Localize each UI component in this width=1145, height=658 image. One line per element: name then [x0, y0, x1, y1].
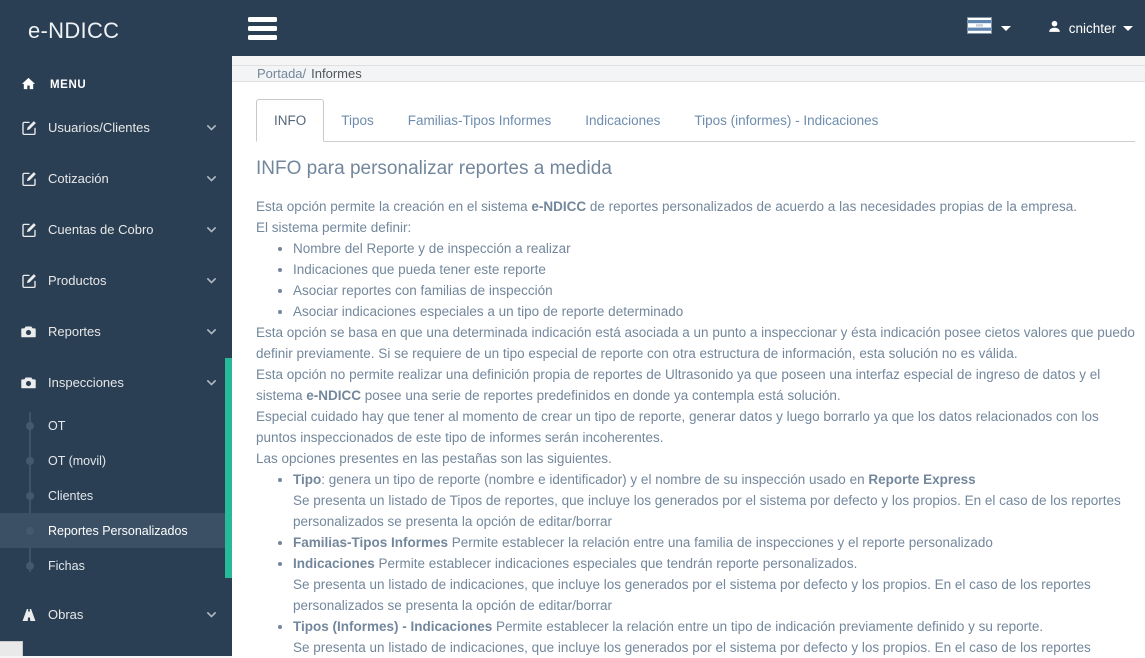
user-menu[interactable] [1047, 19, 1133, 37]
list-item: • Asociar reportes con familias de inspección [293, 280, 1135, 301]
list-item [293, 469, 1135, 532]
breadcrumb-current: Informes [311, 66, 362, 81]
chevron-down-icon [205, 121, 218, 134]
sidebar-item-label: Obras [48, 607, 84, 622]
sidebar-item-label: Reportes [48, 324, 101, 339]
text-line: Esta opción permite la creación en el sistema e-NDICC de reportes personalizados de acuerdo a las necesidades propias de la empresa. [256, 199, 1077, 214]
chevron-down-icon [205, 376, 218, 389]
breadcrumb-link-portada[interactable]: Portada/ [257, 66, 307, 81]
sidebar-subitem-clientes[interactable] [0, 478, 232, 513]
text-line: • Familias-Tipos Informes Permite establecer la relación entre una familia de inspecciones y el reporte personalizado [293, 535, 993, 550]
sidebar-subitem-fichas[interactable] [0, 548, 232, 583]
sidebar [0, 0, 232, 656]
inspecciones-submenu [0, 408, 232, 583]
text-line: Esta opción no permite realizar una definición propia de reportes de Ultrasonido ya que poseen una interfaz especial de ingreso de datos y el sistema e-NDICC posee una serie de reportes predefinidos en donde ya contempla está solución. [256, 367, 1101, 403]
language-flag-icon [967, 17, 992, 39]
list-item: • Asociar indicaciones especiales a un tipo de reporte determinado [293, 301, 1135, 322]
sidebar-scrollbar-thumb[interactable] [225, 358, 232, 578]
home-icon [20, 75, 37, 95]
text-line: • Indicaciones Permite establecer indicaciones especiales que tendrán reporte personalizados. [293, 556, 858, 571]
user-icon [1047, 19, 1062, 37]
subitem-label: Fichas [48, 558, 85, 573]
sidebar-item-inspecciones[interactable] [0, 357, 232, 408]
info-text [256, 196, 1135, 658]
sidebar-item-label: Cotización [48, 171, 109, 186]
main-column [232, 0, 1145, 656]
tab-tipos[interactable]: Tipos [341, 112, 374, 128]
text-line: Especial cuidado hay que tener al momento de crear un tipo de reporte, generar datos y luego borrarlo ya que los datos relacionados con los puntos inspeccionados de este tipo de informes serán incoherentes. [256, 409, 1099, 445]
sidebar-item-cotizacion[interactable] [0, 153, 232, 204]
camera-icon [20, 323, 38, 340]
list-item [293, 616, 1135, 658]
list-item [293, 553, 1135, 616]
chevron-down-icon [205, 274, 218, 287]
content-panel [232, 82, 1145, 658]
menu-header-label: MENU [50, 79, 87, 91]
text-line: Esta opción se basa en que una determinada indicación está asociada a un punto a inspeccionar y ésta indicación posee cietos valores que puedo definir previamente. Si se requiere de un tipo especial de reporte con otra estructura de información, esta solución no es válida. [256, 325, 1135, 361]
sidebar-item-label: Productos [48, 273, 107, 288]
topbar [232, 0, 1145, 56]
edit-icon [20, 272, 38, 290]
road-icon [20, 606, 38, 624]
sidebar-subitem-reportes-personalizados[interactable] [0, 513, 232, 548]
caret-down-icon [1123, 26, 1133, 31]
text-line: • Tipos (Informes) - Indicaciones Permite establecer la relación entre un tipo de indicación previamente definido y su reporte. [293, 619, 1044, 634]
list-item [293, 532, 1135, 553]
list-item: • Nombre del Reporte y de inspección a realizar [293, 238, 1135, 259]
sidebar-item-usuarios-clientes[interactable] [0, 102, 232, 153]
sidebar-item-reportes[interactable] [0, 306, 232, 357]
browser-status-stub [0, 641, 23, 656]
subitem-label: Clientes [48, 488, 94, 503]
edit-icon [20, 170, 38, 188]
sidebar-item-productos[interactable] [0, 255, 232, 306]
chevron-down-icon [205, 608, 218, 621]
sidebar-subitem-ot-movil[interactable] [0, 443, 232, 478]
tab-bar [256, 99, 1135, 142]
sidebar-item-label: Usuarios/Clientes [48, 120, 150, 135]
subitem-label: OT (movil) [48, 453, 107, 468]
sidebar-item-label: Inspecciones [48, 375, 124, 390]
sidebar-subitem-ot[interactable] [0, 408, 232, 443]
text-line: • Tipo: genera un tipo de reporte (nombre e identificador) y el nombre de su inspección usado en Reporte Express [293, 472, 976, 487]
text-line: Se presenta un listado de Tipos de reportes, que incluye los generados por el sistema por defecto y los propios. En el caso de los reportes personalizados se presenta la opción de editar/borrar [293, 493, 1121, 529]
text-line: Las opciones presentes en las pestañas son las siguientes. [256, 451, 612, 466]
username: cnichter [1068, 20, 1116, 36]
edit-icon [20, 221, 38, 239]
chevron-down-icon [205, 172, 218, 185]
tab-tipos-informes-indicaciones[interactable]: Tipos (informes) - Indicaciones [694, 112, 879, 128]
tab-familias-tipos-informes[interactable]: Familias-Tipos Informes [407, 112, 552, 128]
text-line: El sistema permite definir: [256, 220, 412, 235]
breadcrumb [232, 65, 1145, 82]
menu-header [20, 75, 232, 95]
subitem-label: OT [48, 418, 66, 433]
subitem-label: Reportes Personalizados [48, 523, 188, 538]
sidebar-nav [0, 102, 232, 640]
language-selector[interactable] [967, 17, 1011, 39]
text-line: Se presenta un listado de indicaciones, que incluye los generados por el sistema por defecto y los propios. En el caso de los reportes personalizados se presenta la opción de editar/borrar [293, 577, 1091, 613]
tab-indicaciones[interactable]: Indicaciones [585, 112, 661, 128]
sidebar-item-label: Cuentas de Cobro [48, 222, 154, 237]
menu-toggle-icon[interactable] [248, 17, 277, 40]
chevron-down-icon [205, 223, 218, 236]
sidebar-item-obras[interactable] [0, 589, 232, 640]
list-item: • Indicaciones que pueda tener este reporte [293, 259, 1135, 280]
caret-down-icon [1001, 26, 1011, 31]
tabs-description-list [256, 469, 1135, 658]
tab-info[interactable]: INFO [256, 99, 324, 142]
sidebar-item-cuentas-de-cobro[interactable] [0, 204, 232, 255]
camera-icon [20, 374, 38, 391]
topbar-right [967, 17, 1135, 39]
edit-icon [20, 119, 38, 137]
text-line: Se presenta un listado de indicaciones, que incluye los generados por el sistema por defecto y los propios. En el caso de los reportes [293, 640, 1091, 655]
page-title: INFO para personalizar reportes a medida [256, 158, 612, 179]
app-brand: e-NDICC [28, 18, 120, 43]
chevron-down-icon [205, 325, 218, 338]
feature-list [256, 238, 1135, 322]
